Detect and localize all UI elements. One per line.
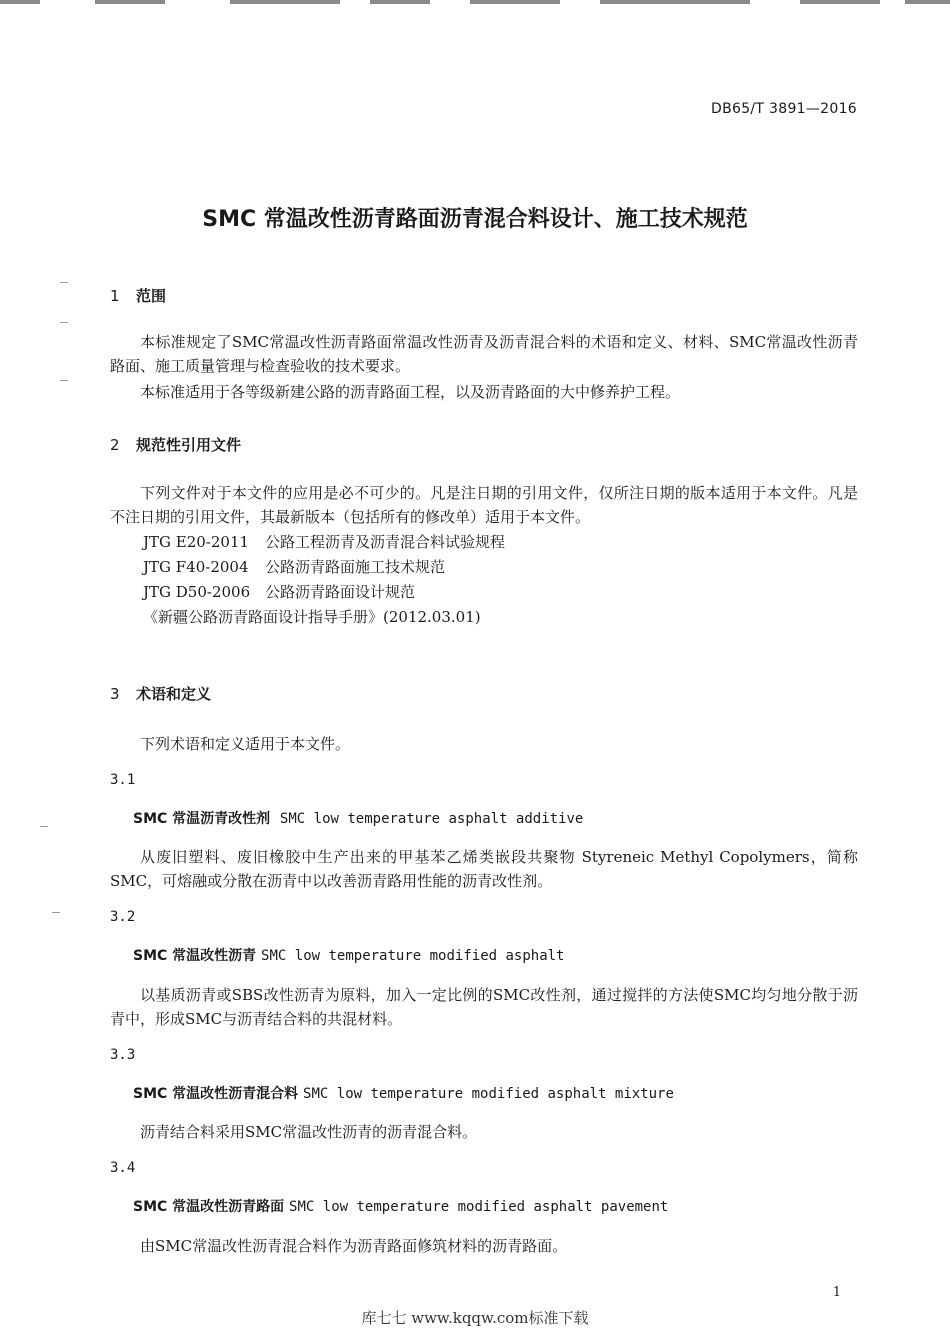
clause-number: 3.1 bbox=[110, 772, 136, 788]
term-chinese: SMC 常温改性沥青混合料 bbox=[133, 1086, 299, 1102]
term-heading bbox=[133, 1083, 674, 1103]
scan-margin-mark bbox=[40, 826, 48, 827]
reference-title: 公路工程沥青及沥青混合料试验规程 bbox=[265, 533, 506, 551]
clause-number: 3.3 bbox=[110, 1047, 136, 1063]
clause-number: 3.4 bbox=[110, 1160, 136, 1176]
section-title: 规范性引用文件 bbox=[136, 436, 242, 454]
term-english: SMC low temperature asphalt additive bbox=[279, 811, 584, 827]
clause-number: 3.2 bbox=[110, 909, 136, 925]
reference-item: 《新疆公路沥青路面设计指导手册》(2012.03.01) bbox=[143, 608, 481, 626]
definition: 以基质沥青或SBS改性沥青为原料，加入一定比例的SMC改性剂，通过搅拌的方法使SMC均匀地分散于沥青中，形成SMC与沥青结合料的共混材料。 bbox=[110, 986, 858, 1028]
document-title: SMC 常温改性沥青路面沥青混合料设计、施工技术规范 bbox=[202, 207, 748, 232]
footer-watermark: 库七七 www.kqqw.com标准下载 bbox=[361, 1309, 589, 1327]
reference-title: 公路沥青路面施工技术规范 bbox=[265, 558, 446, 576]
term-heading bbox=[133, 808, 583, 828]
paragraph: 本标准规定了SMC常温改性沥青路面常温改性沥青及沥青混合料的术语和定义、材料、SMC常温改性沥青路面、施工质量管理与检查验收的技术要求。 bbox=[110, 333, 858, 375]
scan-margin-mark bbox=[60, 282, 68, 283]
section-heading-2 bbox=[110, 434, 241, 455]
reference-code: JTG D50-2006 bbox=[143, 583, 251, 601]
term-chinese: SMC 常温改性沥青路面 bbox=[133, 1199, 285, 1215]
paragraph: 下列术语和定义适用于本文件。 bbox=[140, 735, 351, 753]
scan-margin-mark bbox=[60, 380, 68, 381]
page-number: 1 bbox=[832, 1285, 841, 1300]
section-title: 术语和定义 bbox=[136, 685, 212, 703]
section-title: 范围 bbox=[136, 287, 167, 305]
term-chinese: SMC 常温改性沥青 bbox=[133, 948, 257, 964]
scan-edge-artifact bbox=[0, 0, 950, 6]
reference-item bbox=[143, 531, 505, 552]
section-heading-1 bbox=[110, 285, 166, 306]
scan-margin-mark bbox=[60, 322, 68, 323]
reference-title: 公路沥青路面设计规范 bbox=[265, 583, 416, 601]
definition: 沥青结合料采用SMC常温改性沥青的沥青混合料。 bbox=[140, 1123, 478, 1141]
term-heading bbox=[133, 945, 564, 965]
reference-code: JTG F40-2004 bbox=[143, 558, 249, 576]
term-chinese: SMC 常温沥青改性剂 bbox=[133, 811, 271, 827]
section-heading-3 bbox=[110, 683, 211, 704]
term-english: SMC low temperature modified asphalt bbox=[261, 948, 565, 964]
section-number: 3 bbox=[110, 685, 120, 703]
standard-code: DB65/T 3891—2016 bbox=[711, 101, 857, 117]
section-number: 2 bbox=[110, 436, 120, 454]
section-number: 1 bbox=[110, 287, 120, 305]
reference-item bbox=[143, 556, 445, 577]
paragraph: 下列文件对于本文件的应用是必不可少的。凡是注日期的引用文件，仅所注日期的版本适用于本文件。凡是不注日期的引用文件，其最新版本（包括所有的修改单）适用于本文件。 bbox=[110, 484, 858, 526]
term-heading bbox=[133, 1196, 668, 1216]
reference-code: JTG E20-2011 bbox=[143, 533, 250, 551]
reference-item bbox=[143, 581, 415, 602]
definition: 由SMC常温改性沥青混合料作为沥青路面修筑材料的沥青路面。 bbox=[140, 1237, 568, 1255]
term-english: SMC low temperature modified asphalt pavement bbox=[289, 1199, 669, 1215]
definition: 从废旧塑料、废旧橡胶中生产出来的甲基苯乙烯类嵌段共聚物 Styreneic Methyl Copolymers，简称SMC，可熔融或分散在沥青中以改善沥青路用性能的沥青改性剂。 bbox=[110, 848, 858, 890]
scan-margin-mark bbox=[52, 912, 60, 913]
paragraph: 本标准适用于各等级新建公路的沥青路面工程，以及沥青路面的大中修养护工程。 bbox=[140, 383, 681, 401]
term-english: SMC low temperature modified asphalt mixture bbox=[303, 1086, 674, 1102]
